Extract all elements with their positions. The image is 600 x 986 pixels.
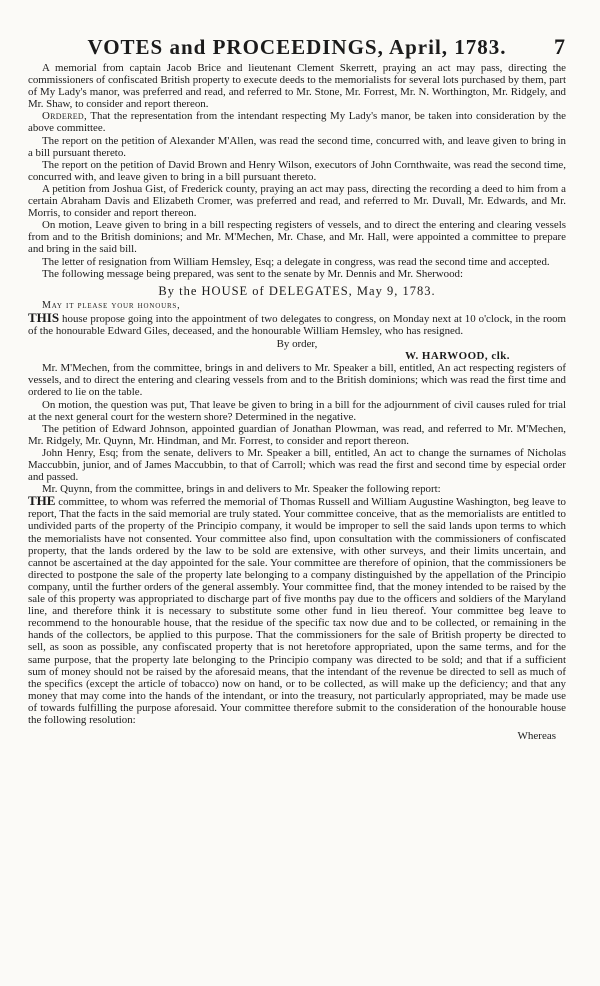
paragraph-quynn-report: Mr. Quynn, from the committee, brings in and delivers to Mr. Speaker the following report: xyxy=(42,483,441,496)
catchword: Whereas xyxy=(517,730,556,743)
journal-body xyxy=(28,62,566,742)
page-title: VOTES and PROCEEDINGS, April, 1783. xyxy=(87,35,507,59)
paragraph-message-sent: The following message being prepared, was sent to the senate by Mr. Dennis and Mr. Sherwood: xyxy=(42,267,464,280)
paragraph-memorial-brice: A memorial from captain Jacob Brice and lieutenant Clement Skerrett, praying an act may pass, directing the commissioners of confiscated British property to execute deeds to the memorialists for several lots purchased by them, part of My Lady's manor, was preferred and read, and referred to Mr. Stone, Mr. Forrest, Mr. N. Worthington, Mr. Ridgely, and Mr. Shaw, to consider and report thereon. xyxy=(28,62,566,111)
report-text: committee, to whom was referred the memorial of Thomas Russell and William Augustine Washington, beg leave to report, That the facts in the said memorial are truly stated. Your committee conceive, that as the memorialists are entitled to undivided parts of the property of the Principio company, it would be improper to sell the said lands upon terms to which the memorialists have not consented. Your committee also find, upon consultation with the commissioners of confiscated property, that the lands ordered by the law to be sold are extensive, with other surveys, and their limits uncertain, and cannot be ascertained at the day appointed for the sale. Your committee are therefore of opinion, that the commissioners be directed to postpone the sale of the property late belonging to a company distinguished by the appellation of the Principio company, until the further orders of the general assembly. Your committee find, that the money intended to be raised by the sale of this property was appropriated to discharge part of five months pay due to the officers and soldiers of the Maryland line, and therefore think it is necessary to substitute some other fund in lieu thereof. Your committee beg leave to recommend to the honourable house, that the residue of the specific tax now due and to be collected, or remaining in the hands of the collectors, be applied to this purpose. That the commissioners for the sale of British property be directed to sell, as soon as possible, any confiscated property that is not heretofore appropriated, upon the same terms, and for the same purpose, that the property late belonging to the Principio company was directed to be sold; and that if a sufficient sum of money should not be raised by the aforesaid means, that the intendant of the revenue be directed to sell as much of the specifics (except the article of tobacco) now on hand, or to be collected, as will make up the deficiency; and that any money that may come into the hands of the intendant, or into the treasury, not particularly appropriated, may be made use of towards fulfilling the purpose aforesaid. Your committee therefore submit to the consideration of the honourable house the following resolution: xyxy=(28,496,566,726)
paragraph-motion-adjournment: On motion, the question was put, That leave be given to bring in a bill for the adjournment of civil causes ruled for trial at the next general court for the western shore? Determined in the negative. xyxy=(28,398,566,423)
message-salutation: May it please your honours, xyxy=(42,299,181,311)
paragraph-report-brown-wilson: The report on the petition of David Brown and Henry Wilson, executors of John Cornthwaite, was read the second time, concurred with, and leave given to bring in a bill pursuant thereto. xyxy=(28,158,566,183)
by-order: By order, xyxy=(276,338,318,351)
message-drop-word: THIS xyxy=(28,309,60,325)
paragraph-motion-vessels: On motion, Leave given to bring in a bill respecting registers of vessels, and to direct the entering and clearing vessels from and to the British dominions; and Mr. M'Mechen, Mr. Chase, and Mr. Hall, were appointed a committee to prepare and bring in the said bill. xyxy=(28,219,566,256)
clerk-signature: W. HARWOOD, clk. xyxy=(405,350,510,363)
committee-report xyxy=(28,495,566,726)
message-heading: By the HOUSE of DELEGATES, May 9, 1783. xyxy=(158,283,436,298)
paragraph-resignation-hemsley: The letter of resignation from William Hemsley, Esq; a delegate in congress, was read the second time and accepted. xyxy=(42,255,550,268)
paragraph-bill-maccubbin: John Henry, Esq; from the senate, delivers to Mr. Speaker a bill, entitled, An act to change the surnames of Nicholas Maccubbin, junior, and of James Maccubbin, to that of Carroll; which was read the first and second time by especial order and passed. xyxy=(28,446,566,484)
running-head xyxy=(28,32,566,62)
page-number: 7 xyxy=(554,34,566,59)
ordered-text: That the representation from the intendant respecting My Lady's manor, be taken into consideration by the above committee. xyxy=(28,110,566,135)
paragraph-petition-johnson: The petition of Edward Johnson, appointed guardian of Jonathan Plowman, was read, and referred to Mr. M'Mechen, Mr. Ridgely, Mr. Quynn, Mr. Hindman, and Mr. Forrest, to consider and report thereon. xyxy=(28,422,566,447)
paragraph-bill-vessels: Mr. M'Mechen, from the committee, brings in and delivers to Mr. Speaker a bill, entitled, An act respecting registers of vessels, and to direct the entering and clearing vessels from and to the British dominions; which was read the first time and ordered to lie on the table. xyxy=(28,362,566,399)
paragraph-ordered xyxy=(28,110,566,134)
paragraph-petition-gist: A petition from Joshua Gist, of Frederick county, praying an act may pass, directing the recording a deed to him from a certain Abraham Davis and Elizabeth Cromer, was preferred and read, and referred to Mr. Duvall, Mr. Edwards, and Mr. Morris, to consider and report thereon. xyxy=(28,182,566,220)
ordered-lead: Ordered, xyxy=(42,110,87,123)
paragraph-report-mcallen: The report on the petition of Alexander M'Allen, was read the second time, concurred with, and leave given to bring in a bill pursuant thereto. xyxy=(28,134,566,159)
message-text: house propose going into the appointment of two delegates to congress, on Monday next at 10 o'clock, in the room of the honourable Edward Giles, deceased, and the honourable William Hemsley, who has resigned. xyxy=(28,312,566,337)
report-drop-word: THE xyxy=(28,493,56,509)
message-body xyxy=(28,309,566,337)
